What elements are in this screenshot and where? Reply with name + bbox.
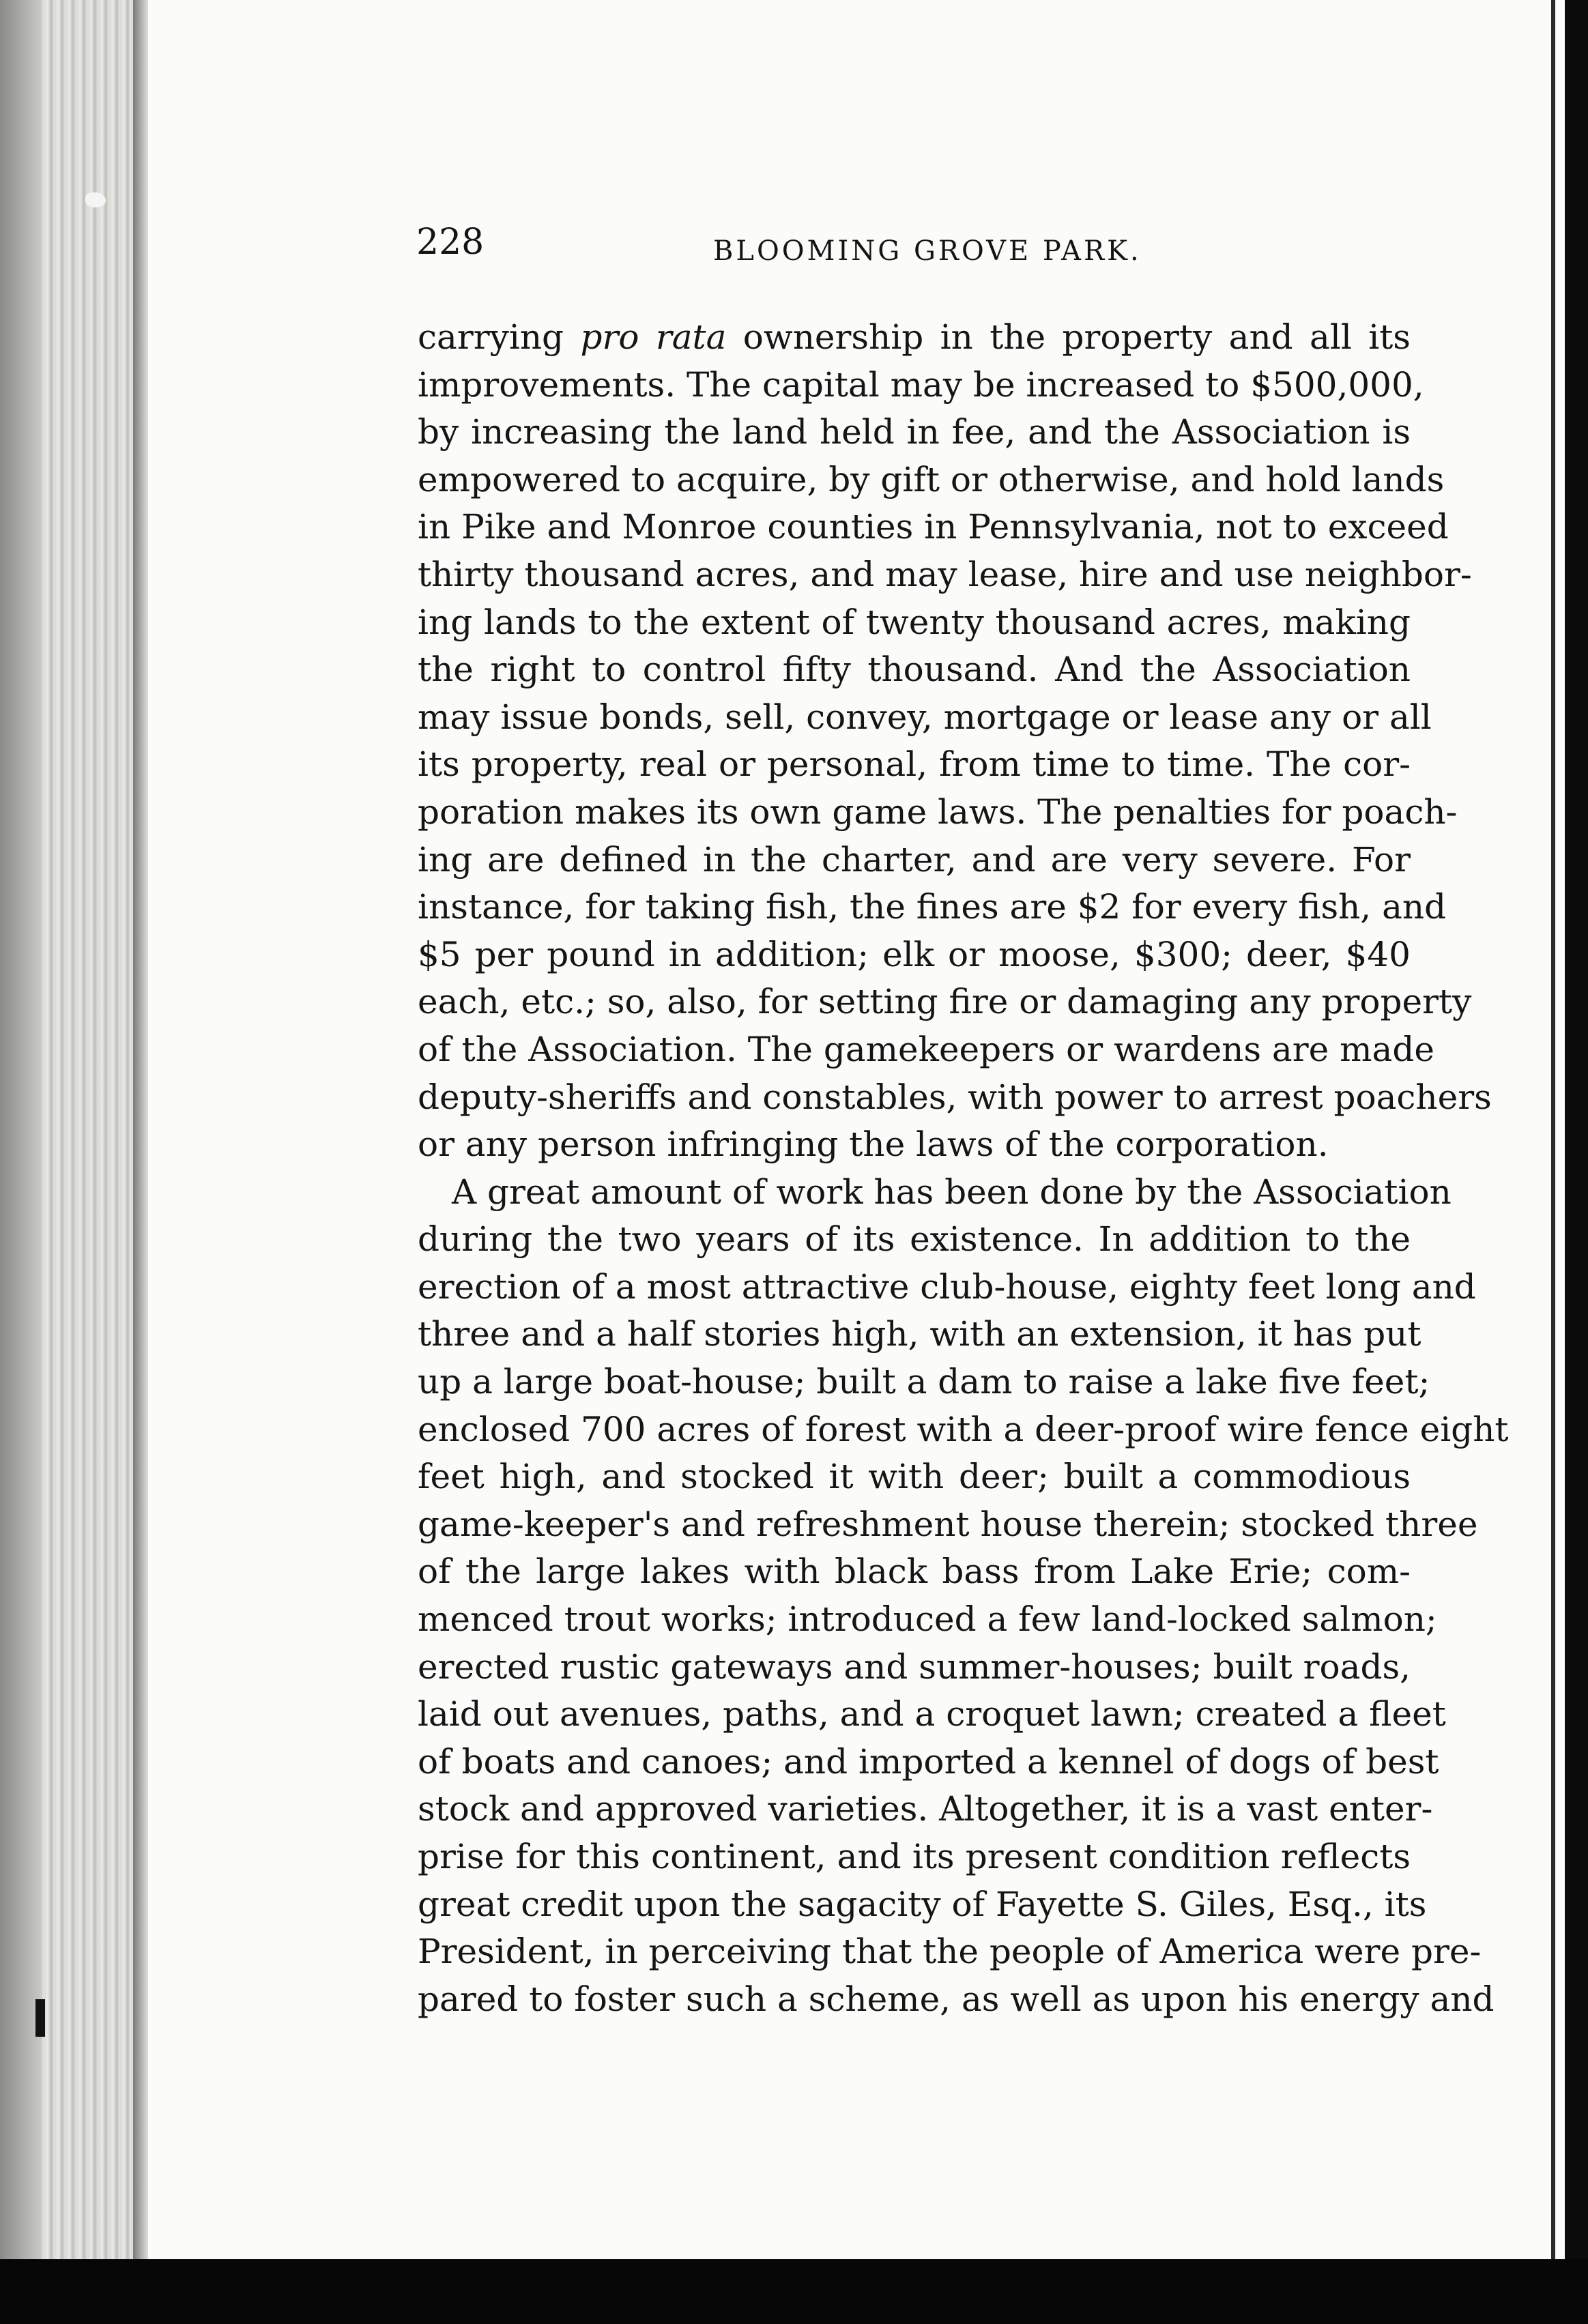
body-text bbox=[418, 314, 1509, 2023]
text-line: great credit upon the sagacity of Fayette S. Giles, Esq., its bbox=[418, 1884, 1427, 1924]
text-line: the right to control fifty thousand. And the Association bbox=[418, 650, 1411, 690]
text-line: game-keeper's and refreshment house therein; stocked three bbox=[418, 1504, 1478, 1544]
text-line: menced trout works; introduced a few land-locked salmon; bbox=[418, 1599, 1437, 1640]
text-line: or any person infringing the laws of the corporation. bbox=[418, 1124, 1329, 1165]
text-line: may issue bonds, sell, convey, mortgage or lease any or all bbox=[418, 697, 1432, 737]
text-line: in Pike and Monroe counties in Pennsylvania, not to exceed bbox=[418, 507, 1449, 547]
text-line: ing lands to the extent of twenty thousand acres, making bbox=[418, 602, 1411, 642]
text-line: each, etc.; so, also, for setting fire or damaging any property bbox=[418, 982, 1472, 1022]
text-line: its property, real or personal, from time to time. The cor- bbox=[418, 744, 1411, 785]
paragraph bbox=[418, 314, 1492, 1169]
text-line: President, in perceiving that the people of America were pre- bbox=[418, 1932, 1482, 1972]
binding-mark bbox=[85, 192, 106, 207]
text-line: poration makes its own game laws. The penalties for poach- bbox=[418, 791, 1458, 832]
text-line: $5 per pound in addition; elk or moose, $300; deer, $40 bbox=[418, 934, 1411, 974]
text-line: by increasing the land held in fee, and the Association is bbox=[418, 412, 1411, 452]
text-line: ing are defined in the charter, and are very severe. For bbox=[418, 839, 1411, 880]
text-line: erected rustic gateways and summer-houses; built roads, bbox=[418, 1646, 1411, 1687]
binding-mark bbox=[35, 1999, 45, 2037]
text-line: of the Association. The gamekeepers or wardens are made bbox=[418, 1029, 1434, 1069]
text-line: stock and approved varieties. Altogether, it is a vast enter- bbox=[418, 1789, 1433, 1829]
text-line: deputy-sheriffs and constables, with power to arrest poachers bbox=[418, 1077, 1492, 1117]
page-number: 228 bbox=[416, 222, 485, 263]
text-line: feet high, and stocked it with deer; built a commodious bbox=[418, 1457, 1411, 1497]
text-line: improvements. The capital may be increased to $500,000, bbox=[418, 364, 1424, 405]
running-head: BLOOMING GROVE PARK. bbox=[713, 235, 1142, 267]
text-line: thirty thousand acres, and may lease, hire and use neighbor- bbox=[418, 554, 1472, 594]
text-line: A great amount of work has been done by the Association bbox=[452, 1172, 1452, 1212]
binding-shadow bbox=[0, 0, 41, 2324]
text-line: enclosed 700 acres of forest with a deer-proof wire fence eight bbox=[418, 1409, 1509, 1449]
text-line: prise for this continent, and its present condition reflects bbox=[418, 1837, 1411, 1876]
text-line: three and a half stories high, with an extension, it has put bbox=[418, 1314, 1421, 1354]
text-line bbox=[418, 314, 1411, 362]
bottom-border bbox=[0, 2259, 1588, 2324]
text-line: of boats and canoes; and imported a kennel of dogs of best bbox=[418, 1741, 1439, 1782]
text-line: empowered to acquire, by gift or otherwise, and hold lands bbox=[418, 459, 1445, 499]
right-border-line bbox=[1551, 0, 1555, 2324]
text-segment: carrying pro rata ownership in the property and all its bbox=[418, 317, 1411, 357]
text-line: laid out avenues, paths, and a croquet lawn; created a fleet bbox=[418, 1694, 1446, 1734]
text-line: during the two years of its existence. In addition to the bbox=[418, 1219, 1411, 1260]
page-curl-edge bbox=[133, 0, 148, 2324]
text-line: up a large boat-house; built a dam to raise a lake five feet; bbox=[418, 1362, 1430, 1402]
text-line: pared to foster such a scheme, as well as upon his energy and bbox=[418, 1979, 1495, 2019]
text-line: of the large lakes with black bass from Lake Erie; com- bbox=[418, 1552, 1411, 1592]
paragraph bbox=[418, 1169, 1509, 2024]
text-line: instance, for taking fish, the fines are $2 for every fish, and bbox=[418, 887, 1447, 927]
text-line: erection of a most attractive club-house, eighty feet long and bbox=[418, 1266, 1476, 1307]
right-border bbox=[1565, 0, 1588, 2324]
